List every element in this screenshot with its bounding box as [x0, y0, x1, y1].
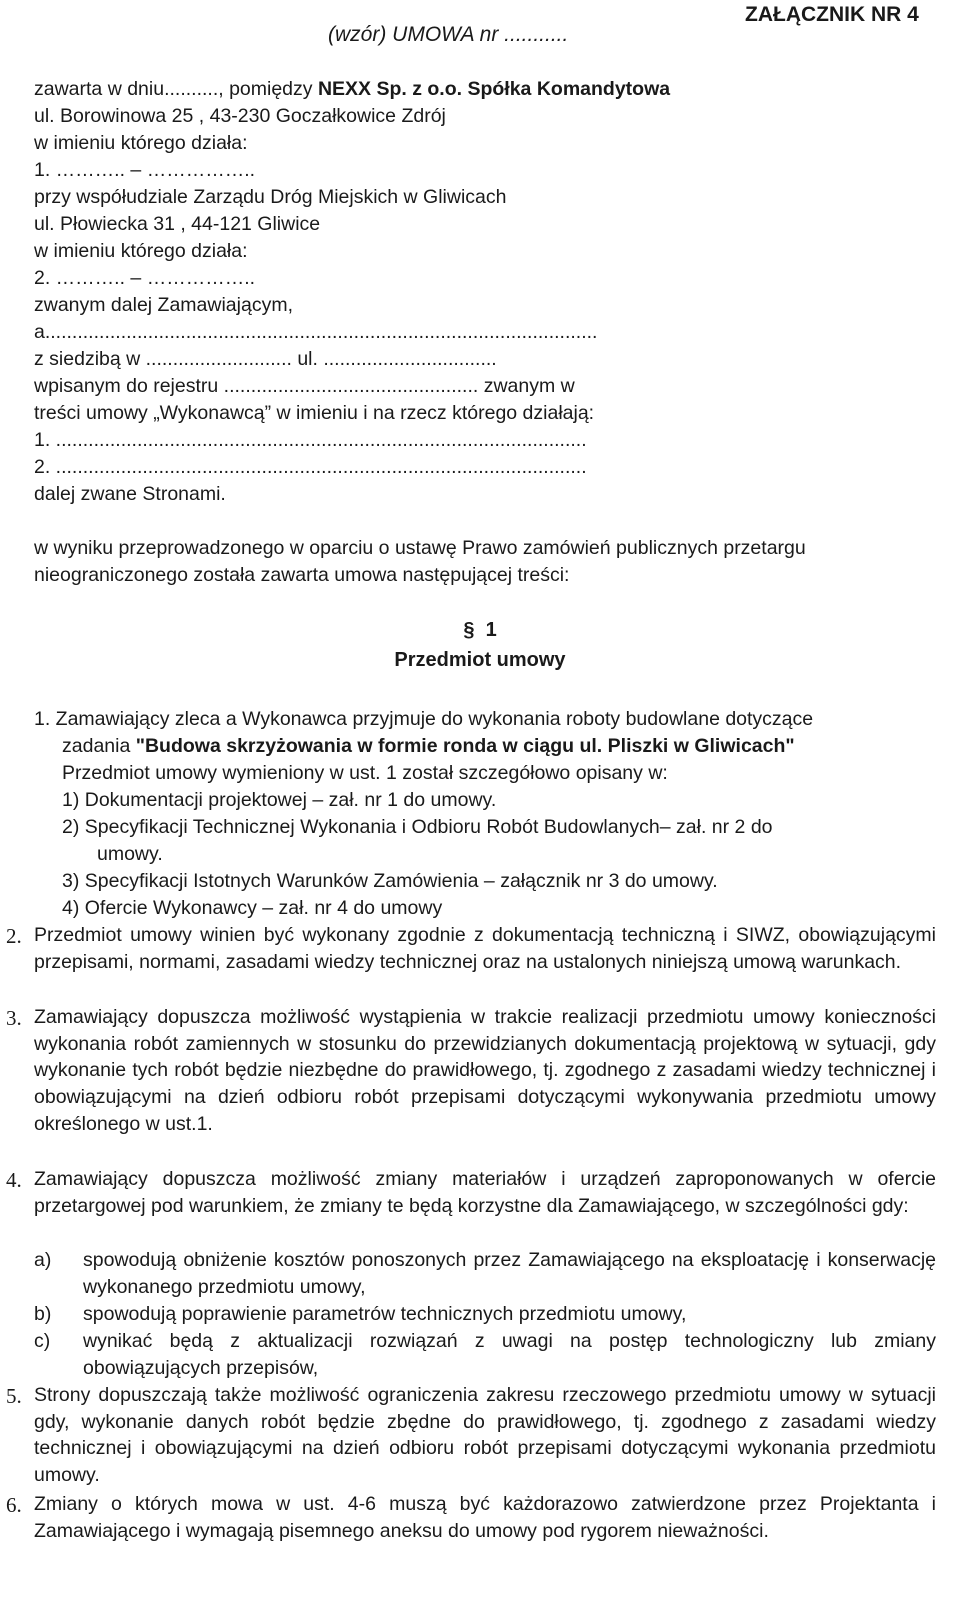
p1-line-1: 1. Zamawiający zleca a Wykonawca przyjmuje do wykonania roboty budowlane dotyczące	[34, 708, 814, 730]
p4-item-b-label: b)	[34, 1303, 52, 1325]
section-symbol: §	[463, 619, 475, 641]
intro-line-2: nieograniczonego została zawarta umowa następującej treści:	[34, 564, 570, 586]
parties-line-5: przy współudziale Zarządu Dróg Miejskich w Gliwicach	[34, 186, 507, 208]
parties-line-13: treści umowy „Wykonawcą” w imieniu i na rzecz którego działają:	[34, 402, 595, 424]
p1-item-2-cont: umowy.	[97, 843, 163, 865]
p6-body	[34, 1491, 936, 1544]
p5-body	[34, 1382, 936, 1489]
parties-line-11: z siedzibą w ........................... ul. ................................	[34, 348, 497, 370]
p6-number: 6.	[6, 1493, 22, 1517]
p3-text: Zamawiający dopuszcza możliwość wystąpienia w trakcie realizacji przedmiotu umowy konieczności wykonania robót zamiennych w stosunku do przewidzianych dokumentacją projektową w sytuacji, gdy wykonanie tych robót będzie niezbędne do prawidłowego, tj. zgodnego z zasadami wiedzy technicznej i obowiązującymi na dzień odbioru robót przepisami dotyczącymi wykonywania przedmiotu umowy określonego w ust.1.	[34, 1006, 936, 1135]
p5-number: 5.	[6, 1384, 22, 1408]
p1-line-2	[62, 733, 795, 760]
p5-text: Strony dopuszczają także możliwość ograniczenia zakresu rzeczowego przedmiotu umowy w sytuacji gdy, wykonanie danych robót będzie zbędne do prawidłowego, tj. zgodnego z zasadami wiedzy technicznej i obowiązującymi na dzień odbioru robót przepisami dotyczącymi wykonania przedmiotu umowy.	[34, 1384, 936, 1487]
parties-line-9: zwanym dalej Zamawiającym,	[34, 294, 293, 316]
company-name: NEXX Sp. z o.o. Spółka Komandytowa	[317, 78, 671, 100]
p1-item-3: 3) Specyfikacji Istotnych Warunków Zamówienia – załącznik nr 3 do umowy.	[62, 870, 718, 892]
p1-item-1: 1) Dokumentacji projektowej – zał. nr 1 do umowy.	[62, 789, 497, 811]
p1-item-4: 4) Ofercie Wykonawcy – zał. nr 4 do umowy	[62, 897, 443, 919]
section-number-value: 1	[485, 619, 497, 641]
p3-number: 3.	[6, 1006, 22, 1030]
p1-task-name: "Budowa skrzyżowania w formie ronda w ciągu ul. Pliszki w Gliwicach"	[135, 735, 795, 757]
intro-line-1: w wyniku przeprowadzonego w oparciu o ustawę Prawo zamówień publicznych przetargu	[34, 537, 806, 559]
parties-line-10: a......................................................................................................	[34, 321, 598, 343]
parties-line-12: wpisanym do rejestru ............................................... zwanym w	[34, 375, 575, 397]
p1-line-3: Przedmiot umowy wymieniony w ust. 1 został szczegółowo opisany w:	[62, 762, 668, 784]
parties-line-4: 1. ……….. – ……………..	[34, 159, 256, 181]
p4-item-b-text: spowodują poprawienie parametrów technicznych przedmiotu umowy,	[83, 1303, 687, 1325]
parties-line-7: w imieniu którego działa:	[34, 240, 248, 262]
p2-number: 2.	[6, 924, 22, 948]
p3-body	[34, 1004, 936, 1138]
p4-body	[34, 1166, 936, 1219]
parties-line-6: ul. Płowiecka 31 , 44-121 Gliwice	[34, 213, 321, 235]
section-title: Przedmiot umowy	[394, 649, 566, 671]
p4-text: Zamawiający dopuszcza możliwość zmiany materiałów i urządzeń zaproponowanych w ofercie przetargowej pod warunkiem, że zmiany te będą korzystne dla Zamawiającego, w szczególności gdy:	[34, 1168, 936, 1217]
p4-item-c	[83, 1328, 936, 1381]
p2-body	[34, 922, 936, 975]
p2-text: Przedmiot umowy winien być wykonany zgodnie z dokumentacją techniczną i SIWZ, obowiązującymi przepisami, normami, zasadami wiedzy technicznej oraz na ustalonych niniejszą umową warunkach.	[34, 924, 936, 973]
p1-item-2: 2) Specyfikacji Technicznej Wykonania i Odbioru Robót Budowlanych– zał. nr 2 do	[62, 816, 773, 838]
p4-item-c-label: c)	[34, 1330, 51, 1352]
parties-line-3: w imieniu którego działa:	[34, 132, 248, 154]
contract-date-text: zawarta w dniu.........., pomiędzy	[34, 78, 318, 100]
p4-item-a	[83, 1247, 936, 1300]
section-number	[0, 617, 960, 644]
parties-line-16: dalej zwane Stronami.	[34, 483, 226, 505]
parties-line-2: ul. Borowinowa 25 , 43-230 Goczałkowice Zdrój	[34, 105, 446, 127]
parties-line-8: 2. ……….. – ……………..	[34, 267, 256, 289]
annex-label: ZAŁĄCZNIK NR 4	[745, 3, 919, 26]
document-title: (wzór) UMOWA nr ...........	[328, 23, 569, 46]
parties-line-14: 1. ..................................................................................................	[34, 429, 587, 451]
p4-item-a-text: spowodują obniżenie kosztów ponoszonych przez Zamawiającego na eksploatację i konserwację wykonanego przedmiotu umowy,	[83, 1249, 936, 1298]
p4-number: 4.	[6, 1168, 22, 1192]
p4-item-a-label: a)	[34, 1249, 52, 1271]
p6-text: Zmiany o których mowa w ust. 4-6 muszą być każdorazowo zatwierdzone przez Projektanta i Zamawiającego i wymagają pisemnego aneksu do umowy pod rygorem nieważności.	[34, 1493, 936, 1542]
p4-item-c-text: wynikać będą z aktualizacji rozwiązań z uwagi na postęp technologiczny lub zmiany obowiązujących przepisów,	[83, 1330, 936, 1379]
p1-task-prefix: zadania	[62, 735, 136, 757]
parties-line-1	[34, 76, 670, 103]
parties-line-15: 2. ..................................................................................................	[34, 456, 587, 478]
